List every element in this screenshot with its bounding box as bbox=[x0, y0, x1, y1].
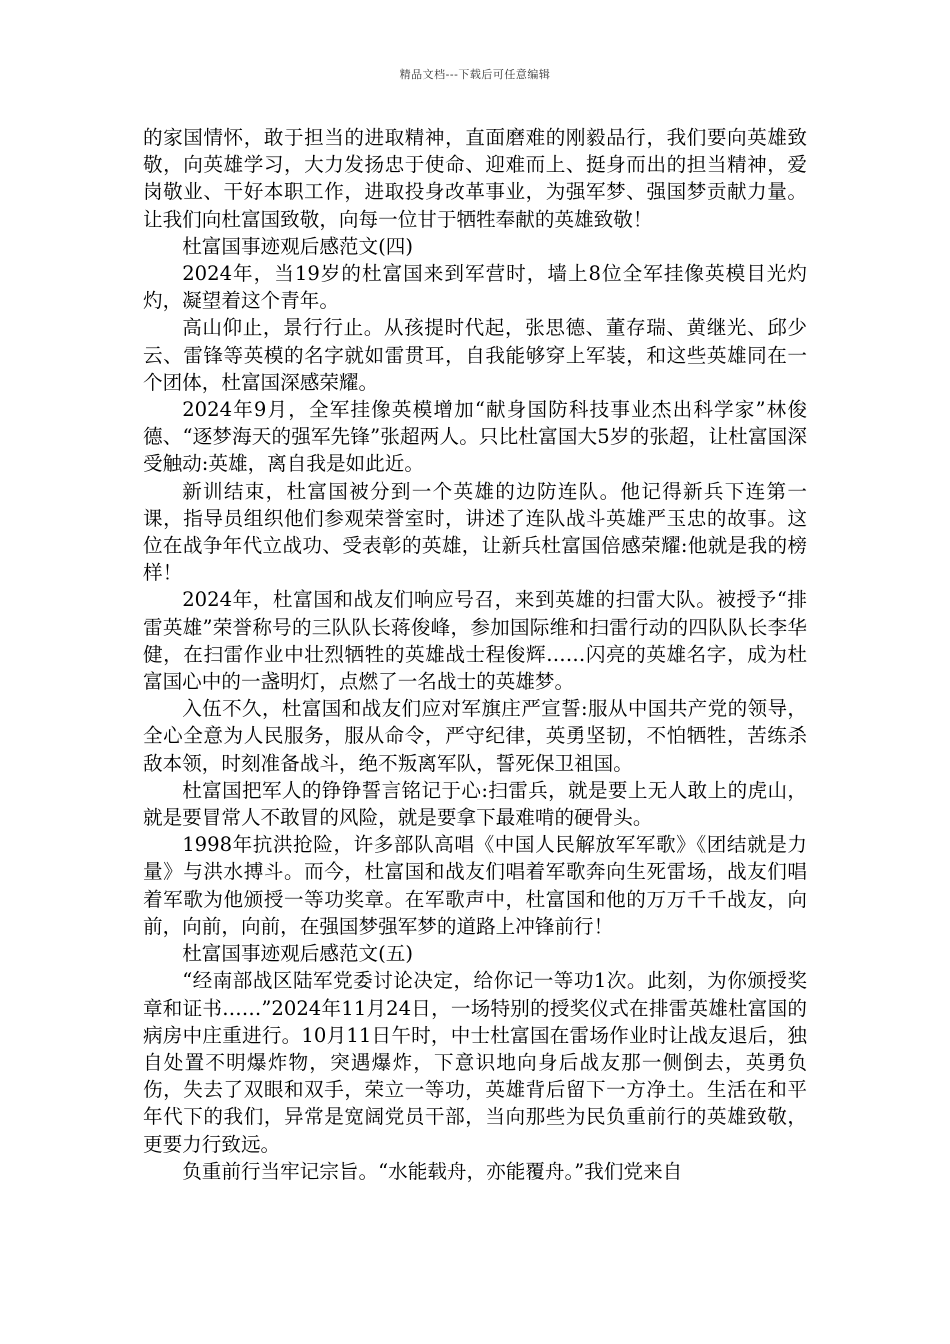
paragraph: 1998年抗洪抢险，许多部队高唱《中国人民解放军军歌》《团结就是力量》与洪水搏斗。而今，杜富国和战友们唱着军歌奔向生死雷场，战友们唱着军歌为他颁授一等功奖章。在军歌声中，杜富国和他的万万千千战友，向前，向前，向前，在强国梦强军梦的道路上冲锋前行！ bbox=[143, 833, 807, 938]
paragraph: 杜富国把军人的铮铮誓言铭记于心:扫雷兵，就是要上无人敢上的虎山，就是要冒常人不敢冒的风险，就是要拿下最难啃的硬骨头。 bbox=[143, 778, 807, 830]
document-body bbox=[143, 124, 807, 1185]
page-header: 精品文档---下载后可任意编辑 bbox=[399, 68, 551, 81]
paragraph: 新训结束，杜富国被分到一个英雄的边防连队。他记得新兵下连第一课，指导员组织他们参观荣誉室时，讲述了连队战斗英雄严玉忠的故事。这位在战争年代立战功、受表彰的英雄，让新兵杜富国倍感荣耀:他就是我的榜样！ bbox=[143, 479, 807, 585]
paragraph: 2024年，当19岁的杜富国来到军营时，墙上8位全军挂像英模目光灼灼，凝望着这个青年。 bbox=[143, 262, 807, 313]
section-title-5: 杜富国事迹观后感范文(五) bbox=[182, 942, 414, 966]
paragraph: “经南部战区陆军党委讨论决定，给你记一等功1次。此刻，为你颁授奖章和证书……”2024年11月24日，一场特别的授奖仪式在排雷英雄杜富国的病房中庄重进行。10月11日午时，中士杜富国在雷场作业时让战友退后，独自处置不明爆炸物，突遇爆炸，下意识地向身后战友那一侧倒去，英勇负伤，失去了双眼和双手，荣立一等功，英雄背后留下一方净土。生活在和平年代下的我们，异常是宽阔党员干部，当向那些为民负重前行的英雄致敬，更要力行致远。 bbox=[143, 969, 807, 1156]
paragraph: 高山仰止，景行行止。从孩提时代起，张思德、董存瑞、黄继光、邱少云、雷锋等英模的名字就如雷贯耳，自我能够穿上军装，和这些英雄同在一个团体，杜富国深感荣耀。 bbox=[143, 316, 807, 394]
paragraph: 2024年，杜富国和战友们响应号召，来到英雄的扫雷大队。被授予“排雷英雄”荣誉称号的三队队长蒋俊峰，参加国际维和扫雷行动的四队队长李华健，在扫雷作业中壮烈牺牲的英雄战士程俊辉……闪亮的英雄名字，成为杜富国心中的一盏明灯，点燃了一名战士的英雄梦。 bbox=[143, 588, 807, 694]
paragraph: 入伍不久，杜富国和战友们应对军旗庄严宣誓:服从中国共产党的领导，全心全意为人民服务，服从命令，严守纪律，英勇坚韧，不怕牺牲，苦练杀敌本领，时刻准备战斗，绝不叛离军队，誓死保卫祖国。 bbox=[143, 697, 807, 775]
paragraph: 2024年9月，全军挂像英模增加“献身国防科技事业杰出科学家”林俊德、“逐梦海天的强军先锋”张超两人。只比杜富国大5岁的张超，让杜富国深受触动:英雄，离自我是如此近。 bbox=[143, 398, 807, 476]
paragraph: 负重前行当牢记宗旨。“水能载舟，亦能覆舟。”我们党来自 bbox=[182, 1159, 683, 1183]
section-title-4: 杜富国事迹观后感范文(四) bbox=[182, 234, 414, 258]
paragraph-continuation: 的家国情怀，敢于担当的进取精神，直面磨难的刚毅品行，我们要向英雄致敬，向英雄学习，大力发扬忠于使命、迎难而上、挺身而出的担当精神，爱岗敬业、干好本职工作，进取投身改革事业，为强军梦、强国梦贡献力量。让我们向杜富国致敬，向每一位甘于牺牲奉献的英雄致敬！ bbox=[143, 126, 807, 231]
